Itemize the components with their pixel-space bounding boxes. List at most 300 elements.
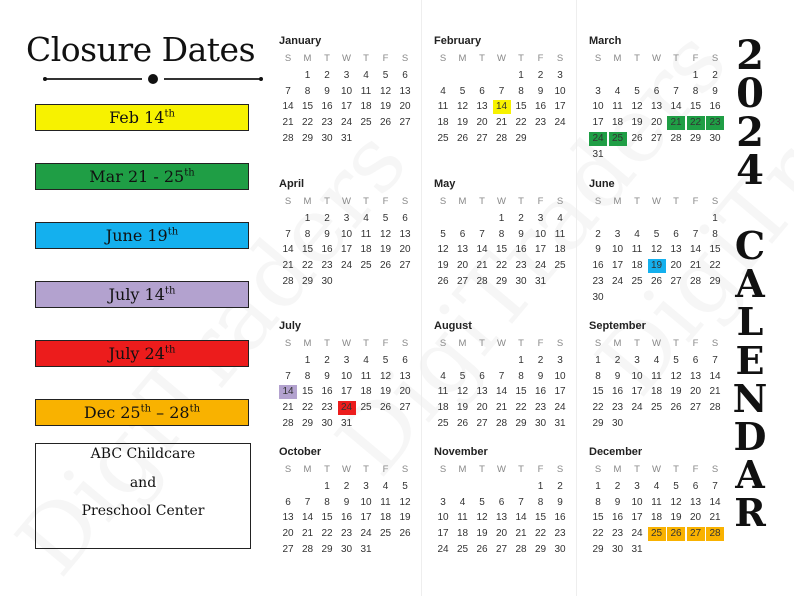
day-cell: 19 bbox=[379, 244, 392, 256]
page-title: Closure Dates bbox=[26, 30, 256, 69]
center-name-line: ABC Childcare bbox=[90, 446, 196, 462]
calendar-letter: N bbox=[732, 375, 768, 421]
day-cell: 8 bbox=[537, 496, 544, 508]
day-cell: 16 bbox=[340, 512, 353, 524]
day-cell: 29 bbox=[515, 418, 527, 429]
day-cell: 29 bbox=[301, 418, 314, 429]
day-cell: 17 bbox=[360, 512, 372, 524]
weekday-label: S bbox=[711, 338, 719, 349]
day-cell: 4 bbox=[653, 480, 660, 492]
day-cell: 12 bbox=[379, 228, 392, 240]
calendar-letter: E bbox=[735, 337, 765, 383]
day-cell: 29 bbox=[321, 544, 333, 555]
calendar-letter: A bbox=[735, 452, 765, 498]
closure-date-bar bbox=[35, 104, 249, 131]
weekday-label: M bbox=[303, 464, 312, 475]
day-cell: 17 bbox=[592, 117, 604, 129]
day-cell: 14 bbox=[282, 101, 294, 113]
day-cell: 22 bbox=[592, 528, 604, 540]
day-cell: 7 bbox=[712, 354, 718, 366]
month-block bbox=[589, 35, 729, 160]
day-cell: 24 bbox=[534, 260, 547, 272]
day-cell: 18 bbox=[631, 260, 643, 272]
day-cell: 1 bbox=[712, 212, 718, 224]
day-cell: 1 bbox=[595, 480, 601, 492]
month-name: August bbox=[434, 320, 472, 332]
day-cell: 11 bbox=[457, 512, 468, 524]
weekday-label: M bbox=[303, 53, 312, 64]
day-cell: 23 bbox=[321, 117, 333, 129]
day-cell: 31 bbox=[631, 544, 643, 555]
day-cell: 17 bbox=[340, 244, 353, 256]
day-cell: 11 bbox=[437, 386, 449, 398]
day-cell: 20 bbox=[399, 386, 411, 398]
day-cell: 8 bbox=[518, 370, 524, 382]
day-cell: 21 bbox=[689, 260, 702, 272]
month-block bbox=[279, 178, 419, 287]
weekday-label: T bbox=[479, 338, 485, 349]
calendar-letter: R bbox=[734, 490, 766, 536]
weekday-label: F bbox=[537, 53, 544, 64]
day-cell: 31 bbox=[340, 418, 353, 429]
day-cell: 2 bbox=[557, 480, 563, 492]
day-cell: 30 bbox=[515, 276, 527, 287]
day-cell: 29 bbox=[301, 276, 314, 287]
highlighted-day-cell: 24 bbox=[338, 401, 356, 415]
day-cell: 18 bbox=[360, 101, 372, 113]
day-cell: 1 bbox=[304, 212, 311, 224]
day-cell: 3 bbox=[343, 354, 350, 366]
day-cell: 19 bbox=[456, 402, 469, 414]
day-cell: 24 bbox=[437, 544, 449, 555]
day-cell: 6 bbox=[402, 354, 408, 366]
day-cell: 23 bbox=[592, 276, 604, 287]
column-divider bbox=[576, 0, 577, 596]
day-cell: 28 bbox=[476, 276, 488, 287]
month-name: June bbox=[589, 178, 615, 190]
day-cell: 5 bbox=[479, 496, 485, 508]
day-cell: 14 bbox=[670, 101, 682, 113]
day-cell: 7 bbox=[518, 496, 524, 508]
day-cell: 17 bbox=[611, 260, 624, 272]
day-cell: 16 bbox=[534, 386, 547, 398]
day-cell: 7 bbox=[712, 480, 718, 492]
day-cell: 3 bbox=[557, 69, 563, 81]
day-cell: 25 bbox=[437, 418, 449, 429]
day-cell: 10 bbox=[611, 244, 624, 256]
day-cell: 1 bbox=[324, 480, 330, 492]
month-block bbox=[434, 446, 574, 555]
weekday-label: W bbox=[342, 196, 351, 207]
year-digit: 0 bbox=[736, 70, 764, 117]
day-cell: 22 bbox=[534, 528, 547, 540]
day-cell: 16 bbox=[321, 101, 333, 113]
month-name: July bbox=[279, 320, 302, 332]
highlighted-day-cell: 24 bbox=[589, 132, 607, 146]
day-cell: 22 bbox=[709, 260, 721, 272]
day-cell: 20 bbox=[689, 512, 702, 524]
day-cell: 3 bbox=[634, 354, 640, 366]
day-cell: 6 bbox=[673, 228, 679, 240]
day-cell: 10 bbox=[554, 85, 566, 97]
day-cell: 20 bbox=[495, 528, 508, 540]
day-cell: 16 bbox=[534, 101, 547, 113]
weekday-label: T bbox=[479, 196, 485, 207]
weekday-label: S bbox=[594, 196, 602, 207]
day-cell: 17 bbox=[437, 528, 449, 540]
day-cell: 4 bbox=[634, 228, 640, 240]
highlighted-day-cell: 25 bbox=[648, 527, 666, 541]
day-cell: 19 bbox=[437, 260, 449, 272]
weekday-label: S bbox=[401, 196, 409, 207]
day-cell: 23 bbox=[321, 260, 333, 272]
year-digit: 2 bbox=[736, 109, 764, 156]
day-cell: 3 bbox=[537, 212, 544, 224]
weekday-label: T bbox=[634, 464, 640, 475]
day-cell: 4 bbox=[363, 69, 369, 81]
day-cell: 11 bbox=[651, 496, 662, 508]
day-cell: 30 bbox=[321, 276, 333, 287]
weekday-label: M bbox=[458, 338, 467, 349]
day-cell: 23 bbox=[611, 402, 624, 414]
day-cell: 11 bbox=[360, 228, 372, 240]
day-cell: 20 bbox=[650, 117, 663, 129]
day-cell: 8 bbox=[712, 228, 718, 240]
closure-date-label: June 19th bbox=[105, 226, 179, 245]
day-cell: 4 bbox=[440, 85, 446, 97]
day-cell: 16 bbox=[592, 260, 604, 272]
day-cell: 8 bbox=[304, 228, 311, 240]
day-cell: 20 bbox=[476, 117, 488, 129]
weekday-label: T bbox=[363, 464, 369, 475]
day-cell: 8 bbox=[304, 85, 311, 97]
day-cell: 25 bbox=[360, 117, 372, 129]
month-name: December bbox=[589, 446, 643, 458]
day-cell: 24 bbox=[340, 117, 353, 129]
month-block bbox=[589, 178, 729, 303]
day-cell: 2 bbox=[712, 69, 718, 81]
weekday-label: F bbox=[382, 338, 389, 349]
month-block bbox=[434, 178, 574, 287]
day-cell: 25 bbox=[456, 544, 469, 555]
title-divider bbox=[46, 73, 260, 85]
day-cell: 18 bbox=[437, 117, 449, 129]
day-cell: 14 bbox=[476, 244, 488, 256]
day-cell: 16 bbox=[515, 244, 527, 256]
center-name-box bbox=[35, 443, 251, 549]
day-cell: 26 bbox=[670, 402, 682, 414]
weekday-label: T bbox=[324, 196, 330, 207]
day-cell: 27 bbox=[282, 544, 294, 555]
weekday-label: F bbox=[537, 464, 544, 475]
day-cell: 28 bbox=[515, 544, 527, 555]
weekday-label: S bbox=[556, 196, 564, 207]
weekday-label: F bbox=[692, 464, 699, 475]
day-cell: 5 bbox=[634, 85, 640, 97]
day-cell: 10 bbox=[340, 228, 353, 240]
month-block bbox=[589, 446, 729, 555]
weekday-label: M bbox=[613, 464, 622, 475]
day-cell: 31 bbox=[534, 276, 547, 287]
day-cell: 9 bbox=[614, 496, 621, 508]
weekday-label: T bbox=[634, 196, 640, 207]
closure-date-label: July 14th bbox=[108, 285, 176, 304]
day-cell: 30 bbox=[340, 544, 353, 555]
day-cell: 22 bbox=[301, 117, 314, 129]
day-cell: 19 bbox=[399, 512, 411, 524]
weekday-label: S bbox=[439, 464, 447, 475]
day-cell: 9 bbox=[324, 85, 330, 97]
weekday-label: S bbox=[711, 196, 719, 207]
day-cell: 14 bbox=[709, 496, 721, 508]
day-cell: 12 bbox=[379, 370, 392, 382]
day-cell: 3 bbox=[595, 85, 601, 97]
closure-date-label: July 24th bbox=[108, 344, 176, 363]
weekday-label: W bbox=[652, 338, 661, 349]
day-cell: 11 bbox=[612, 101, 623, 113]
day-cell: 13 bbox=[399, 370, 411, 382]
day-cell: 27 bbox=[495, 544, 508, 555]
closure-date-bar bbox=[35, 340, 249, 367]
weekday-label: F bbox=[692, 196, 699, 207]
weekday-label: M bbox=[458, 196, 467, 207]
day-cell: 23 bbox=[611, 528, 624, 540]
day-cell: 2 bbox=[537, 354, 544, 366]
weekday-label: T bbox=[479, 464, 485, 475]
day-cell: 6 bbox=[459, 228, 466, 240]
day-cell: 2 bbox=[537, 69, 544, 81]
day-cell: 20 bbox=[399, 244, 411, 256]
day-cell: 13 bbox=[456, 244, 469, 256]
day-cell: 29 bbox=[592, 544, 604, 555]
closure-date-label: Dec 25th – 28th bbox=[83, 403, 201, 422]
weekday-label: F bbox=[692, 53, 699, 64]
weekday-label: T bbox=[518, 196, 524, 207]
day-cell: 13 bbox=[476, 386, 488, 398]
weekday-label: T bbox=[634, 338, 640, 349]
day-cell: 20 bbox=[456, 260, 469, 272]
day-cell: 19 bbox=[456, 117, 469, 129]
weekday-label: T bbox=[673, 196, 679, 207]
month-name: February bbox=[434, 35, 482, 47]
day-cell: 15 bbox=[495, 244, 508, 256]
day-cell: 23 bbox=[554, 528, 566, 540]
day-cell: 22 bbox=[515, 402, 527, 414]
day-cell: 2 bbox=[595, 228, 601, 240]
weekday-label: T bbox=[673, 53, 679, 64]
highlighted-day-cell: 14 bbox=[279, 385, 297, 399]
day-cell: 21 bbox=[301, 528, 314, 540]
day-cell: 4 bbox=[440, 370, 446, 382]
weekday-label: S bbox=[594, 53, 602, 64]
day-cell: 18 bbox=[360, 244, 372, 256]
weekday-label: S bbox=[284, 464, 292, 475]
weekday-label: W bbox=[652, 464, 661, 475]
day-cell: 28 bbox=[282, 133, 294, 144]
day-cell: 9 bbox=[537, 370, 544, 382]
day-cell: 10 bbox=[534, 228, 547, 240]
day-cell: 19 bbox=[631, 117, 643, 129]
day-cell: 12 bbox=[650, 244, 663, 256]
month-block bbox=[434, 320, 574, 429]
month-block bbox=[434, 35, 574, 144]
day-cell: 25 bbox=[360, 260, 372, 272]
weekday-label: T bbox=[363, 53, 369, 64]
day-cell: 7 bbox=[673, 85, 679, 97]
month-name: January bbox=[279, 35, 322, 47]
day-cell: 16 bbox=[611, 386, 624, 398]
day-cell: 9 bbox=[614, 370, 621, 382]
day-cell: 27 bbox=[689, 402, 702, 414]
day-cell: 30 bbox=[611, 544, 624, 555]
day-cell: 26 bbox=[456, 418, 469, 429]
day-cell: 21 bbox=[515, 528, 527, 540]
day-cell: 25 bbox=[360, 402, 372, 414]
day-cell: 12 bbox=[670, 370, 682, 382]
day-cell: 26 bbox=[437, 276, 449, 287]
day-cell: 6 bbox=[692, 354, 699, 366]
day-cell: 9 bbox=[343, 496, 350, 508]
calendar-letter: C bbox=[734, 223, 766, 268]
day-cell: 21 bbox=[709, 386, 721, 398]
day-cell: 5 bbox=[402, 480, 408, 492]
day-cell: 18 bbox=[437, 402, 449, 414]
day-cell: 14 bbox=[495, 386, 508, 398]
weekday-label: S bbox=[711, 464, 719, 475]
day-cell: 8 bbox=[595, 370, 601, 382]
day-cell: 17 bbox=[340, 386, 353, 398]
closure-date-label: Feb 14th bbox=[109, 108, 175, 127]
day-cell: 26 bbox=[379, 117, 392, 129]
day-cell: 30 bbox=[534, 418, 547, 429]
day-cell: 5 bbox=[459, 370, 466, 382]
day-cell: 15 bbox=[515, 386, 527, 398]
day-cell: 28 bbox=[495, 133, 508, 144]
weekday-label: S bbox=[401, 338, 409, 349]
day-cell: 12 bbox=[399, 496, 411, 508]
day-cell: 2 bbox=[324, 212, 330, 224]
day-cell: 15 bbox=[709, 244, 721, 256]
day-cell: 25 bbox=[379, 528, 392, 540]
day-cell: 14 bbox=[282, 244, 294, 256]
day-cell: 8 bbox=[518, 85, 524, 97]
day-cell: 5 bbox=[459, 85, 466, 97]
day-cell: 19 bbox=[670, 386, 682, 398]
day-cell: 5 bbox=[440, 228, 446, 240]
day-cell: 29 bbox=[515, 133, 527, 144]
day-cell: 19 bbox=[379, 386, 392, 398]
day-cell: 4 bbox=[557, 212, 563, 224]
weekday-label: M bbox=[613, 53, 622, 64]
day-cell: 8 bbox=[324, 496, 330, 508]
day-cell: 10 bbox=[340, 370, 353, 382]
day-cell: 26 bbox=[399, 528, 411, 540]
day-cell: 9 bbox=[557, 496, 563, 508]
day-cell: 12 bbox=[631, 101, 643, 113]
day-cell: 31 bbox=[340, 133, 353, 144]
day-cell: 18 bbox=[554, 244, 566, 256]
day-cell: 18 bbox=[456, 528, 469, 540]
day-cell: 27 bbox=[650, 133, 663, 144]
weekday-label: S bbox=[401, 464, 409, 475]
day-cell: 1 bbox=[692, 69, 699, 81]
day-cell: 1 bbox=[537, 480, 544, 492]
day-cell: 25 bbox=[650, 402, 663, 414]
day-cell: 11 bbox=[360, 370, 372, 382]
day-cell: 7 bbox=[479, 228, 485, 240]
day-cell: 21 bbox=[282, 260, 294, 272]
day-cell: 14 bbox=[515, 512, 527, 524]
day-cell: 29 bbox=[534, 544, 547, 555]
day-cell: 6 bbox=[479, 85, 485, 97]
weekday-label: S bbox=[284, 196, 292, 207]
day-cell: 10 bbox=[360, 496, 372, 508]
day-cell: 2 bbox=[614, 480, 621, 492]
highlighted-day-cell: 21 bbox=[667, 116, 685, 130]
day-cell: 26 bbox=[650, 276, 663, 287]
day-cell: 22 bbox=[495, 260, 508, 272]
day-cell: 31 bbox=[554, 418, 566, 429]
day-cell: 30 bbox=[709, 133, 721, 144]
day-cell: 2 bbox=[324, 69, 330, 81]
month-name: April bbox=[279, 178, 305, 190]
day-cell: 21 bbox=[282, 117, 294, 129]
day-cell: 25 bbox=[631, 276, 643, 287]
day-cell: 26 bbox=[379, 260, 392, 272]
day-cell: 5 bbox=[673, 480, 679, 492]
day-cell: 22 bbox=[301, 402, 314, 414]
day-cell: 27 bbox=[399, 260, 411, 272]
weekday-label: S bbox=[439, 338, 447, 349]
weekday-label: T bbox=[673, 338, 679, 349]
day-cell: 27 bbox=[456, 276, 469, 287]
day-cell: 5 bbox=[382, 69, 389, 81]
day-cell: 16 bbox=[611, 512, 624, 524]
day-cell: 2 bbox=[343, 480, 350, 492]
day-cell: 2 bbox=[324, 354, 330, 366]
day-cell: 31 bbox=[592, 148, 604, 160]
weekday-label: W bbox=[652, 53, 661, 64]
day-cell: 8 bbox=[304, 370, 311, 382]
year-digit: 2 bbox=[736, 32, 764, 79]
weekday-label: M bbox=[613, 196, 622, 207]
day-cell: 15 bbox=[534, 512, 547, 524]
day-cell: 4 bbox=[653, 354, 660, 366]
day-cell: 13 bbox=[495, 512, 508, 524]
day-cell: 3 bbox=[557, 354, 563, 366]
column-divider bbox=[421, 0, 422, 596]
day-cell: 26 bbox=[456, 133, 469, 144]
day-cell: 9 bbox=[712, 85, 718, 97]
day-cell: 14 bbox=[689, 244, 702, 256]
day-cell: 15 bbox=[301, 101, 314, 113]
day-cell: 18 bbox=[650, 512, 663, 524]
day-cell: 13 bbox=[399, 228, 411, 240]
month-block bbox=[589, 320, 729, 429]
closure-date-label: Mar 21 - 25th bbox=[89, 167, 195, 186]
weekday-label: M bbox=[458, 53, 467, 64]
day-cell: 16 bbox=[321, 244, 333, 256]
weekday-label: S bbox=[711, 53, 719, 64]
weekday-label: T bbox=[324, 53, 330, 64]
day-cell: 27 bbox=[399, 117, 411, 129]
day-cell: 12 bbox=[670, 496, 682, 508]
weekday-label: W bbox=[342, 464, 351, 475]
weekday-label: S bbox=[556, 53, 564, 64]
day-cell: 28 bbox=[689, 276, 702, 287]
day-cell: 28 bbox=[282, 276, 294, 287]
day-cell: 16 bbox=[709, 101, 721, 113]
